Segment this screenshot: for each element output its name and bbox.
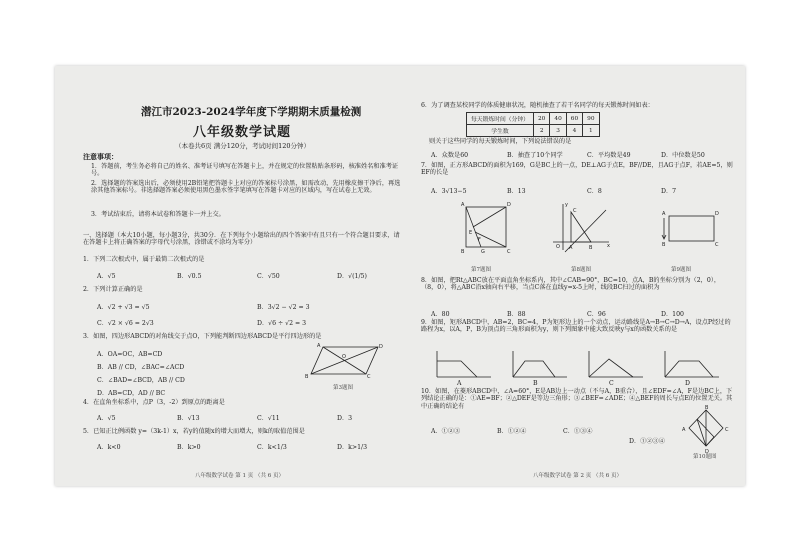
q10-stem: 10．如图，在菱形ABCD中，∠A=60°，E是AB边上一动点（不与A，B重合），且∠EDF=∠A，F是边BC上，下列结论正确的是：①AE=BF；②△DEF是等边三角形；③∠BEF=∠ADE；④△BEF的周长与点E的位置无关。其中正确的结论有 — [421, 388, 733, 410]
q1-opt-c: C．√50 — [257, 273, 280, 280]
q6-table — [466, 112, 600, 137]
q6-opt-d: D．中位数是50 — [661, 152, 705, 159]
q7-opt-a: A．3√13−5 — [431, 188, 467, 195]
table-row — [467, 125, 600, 137]
q8-coordinate-figure — [551, 202, 611, 256]
page-2 — [421, 66, 736, 486]
q4-stem: 4．在直角坐标系中，点P（3，-2）到原点的距离是 — [83, 399, 225, 406]
table-cell: 20 — [533, 113, 549, 125]
table-cell: 每天锻炼时间（分钟） — [467, 113, 534, 125]
q9-opt-b: B — [533, 380, 538, 387]
table-cell: 90 — [583, 113, 599, 125]
note-2: 2．选择题的答案选出后，必须使用2B铅笔把答题卡上对应的答案标号涂黑，如需改动，先用橡皮擦干净后，再选涂其他答案标号。非选择题答案必须使用黑色墨水签字笔填写在答题卡对应的区域内，写在试卷上无效。 — [91, 180, 401, 195]
q7-stem: 7．如图，正方形ABCD的面积为169，G是BC上的一点，DE⊥AG于点E，BF//DE，且AG于点F，若AE=5，则EF的长是 — [421, 162, 733, 177]
q3-fig-caption: 第3题图 — [333, 385, 353, 391]
note-3: 3．考试结束后，请将本试卷和答题卡一并上交。 — [91, 211, 225, 218]
table-cell: 4 — [566, 125, 582, 137]
exam-info: （本卷共6页 满分120分，考试时间120分钟） — [175, 142, 311, 150]
q4-opt-d: D．3 — [337, 415, 353, 422]
q8-opt-a: A．80 — [431, 311, 450, 318]
q3-stem: 3．如图，四边形ABCD的对角线交于点O，下列能判断四边形ABCD是平行四边形的是 — [83, 333, 322, 340]
svg-text:A: A — [662, 211, 666, 217]
svg-text:D: D — [715, 211, 719, 217]
q9-stem: 9．如图，矩形ABCD中，AB=2，BC=4，P为矩形边上的一个动点，运动路线是A→B→C→D→A，设点P经过的路程为x，以A，P，B为顶点的三角形面积为y，则下列图象中能大致反映y与x的函数关系的是 — [421, 319, 731, 334]
svg-text:C: C — [507, 249, 511, 255]
exam-title: 潜江市2023-2024学年度下学期期末质量检测 — [141, 106, 362, 118]
svg-text:C: C — [367, 374, 371, 380]
q9-opt-d: D — [685, 380, 690, 387]
q1-opt-a: A．√5 — [97, 273, 116, 280]
svg-text:D: D — [379, 344, 383, 350]
q3-opt-c: C．∠BAD=∠BCD，AB // CD — [97, 377, 185, 384]
exam-subtitle: 八年级数学试题 — [193, 125, 292, 140]
exam-paper — [55, 66, 745, 486]
svg-text:A: A — [569, 245, 573, 251]
q5-opt-b: B．k>0 — [177, 444, 201, 451]
q10-opt-c: C．①③④ — [563, 428, 593, 435]
q2-stem: 2．下列计算正确的是 — [83, 286, 143, 293]
svg-text:O: O — [342, 354, 346, 360]
q2-opt-c: C．√2 × √6 = 2√3 — [97, 320, 154, 327]
svg-text:D: D — [507, 202, 511, 208]
q9-graph-d — [665, 351, 719, 377]
svg-text:B: B — [461, 249, 465, 255]
q8-opt-c: C．96 — [587, 311, 606, 318]
svg-text:B: B — [662, 242, 666, 248]
table-row — [467, 113, 600, 125]
q7-fig-caption: 第7题图 — [471, 267, 491, 273]
svg-text:A: A — [682, 427, 686, 433]
q9-fig-caption: 第9题图 — [671, 267, 691, 273]
svg-text:B: B — [589, 245, 593, 251]
note-1: 1．答题前，考生务必将自己的姓名、准考证号填写在答题卡上，并在规定的位置粘贴条形码，核准姓名和准考证号。 — [91, 163, 399, 178]
page-1 — [83, 66, 405, 486]
q3-opt-a: A．OA=OC，AB=CD — [97, 351, 163, 358]
q7-square-figure — [461, 202, 511, 254]
q6-after: 则关于这些同学的每天锻炼时间，下列说法错误的是 — [429, 138, 572, 145]
q7-opt-c: C．8 — [587, 188, 602, 195]
q1-stem: 1．下列二次根式中，属于最简二次根式的是 — [83, 256, 205, 263]
notes-heading: 注意事项： — [83, 152, 118, 161]
q6-opt-b: B．抽查了10个同学 — [507, 152, 563, 159]
table-cell: 1 — [583, 125, 599, 137]
q1-opt-d: D．√(1/5) — [337, 273, 367, 280]
q4-opt-b: B．√13 — [177, 415, 200, 422]
svg-text:x: x — [607, 243, 610, 249]
q7-opt-b: B．13 — [507, 188, 526, 195]
svg-text:C: C — [573, 208, 577, 214]
page-2-footer: 八年级数学试卷 第 2 页 （共 6 页） — [533, 473, 622, 479]
q3-parallelogram-figure — [305, 343, 383, 380]
q9-graph-c — [589, 351, 643, 377]
q6-opt-a: A．众数是60 — [431, 152, 469, 159]
q5-stem: 5．已知正比例函数 y=（3k-1）x，若y的值随x的增大而增大，则k的取值范围是 — [83, 428, 305, 435]
svg-text:G: G — [481, 249, 485, 255]
q2-opt-d: D．√6 ÷ √2 = 3 — [257, 320, 307, 327]
q1-opt-b: B．√0.5 — [177, 273, 202, 280]
q2-opt-b: B．3√2 − √2 = 3 — [257, 304, 310, 311]
q8-fig-caption: 第8题图 — [571, 267, 591, 273]
svg-text:C: C — [725, 427, 729, 433]
svg-text:B: B — [305, 374, 309, 380]
q5-opt-d: D．k>1/3 — [337, 444, 368, 451]
q9-opt-a: A — [457, 380, 462, 387]
q8-stem: 8．如图，把Rt△ABC放在平面直角坐标系内，其中∠CAB=90°，BC=10，点A，B的坐标分别为（2，0），（8，0），将△ABC沿x轴向右平移，当点C落在直线y=x-5上时，线段BC扫过的面积为 — [421, 277, 721, 292]
svg-text:F: F — [478, 237, 481, 243]
table-cell: 3 — [550, 125, 566, 137]
q5-opt-a: A．k<0 — [97, 444, 121, 451]
table-cell: 40 — [550, 113, 566, 125]
q10-opt-b: B．①②④ — [497, 428, 527, 435]
q5-opt-c: C．k<1/3 — [257, 444, 287, 451]
q3-opt-d: D．AB=CD，AD // BC — [97, 390, 166, 397]
table-cell: 2 — [533, 125, 549, 137]
q9-rectangle-figure — [661, 210, 723, 246]
q10-opt-a: A．①②③ — [431, 428, 461, 435]
q10-opt-d: D．①②③④ — [629, 438, 665, 445]
q10-rhombus-figure — [681, 405, 731, 455]
q10-fig-caption: 第10题图 — [693, 454, 717, 460]
q9-graph-options — [433, 349, 733, 381]
svg-text:B: B — [705, 405, 709, 411]
table-cell: 60 — [566, 113, 582, 125]
svg-text:A: A — [317, 343, 321, 349]
svg-text:E: E — [469, 230, 473, 236]
svg-text:D: D — [705, 449, 709, 455]
svg-text:A: A — [461, 202, 465, 208]
table-cell: 学生数 — [467, 125, 534, 137]
q3-opt-b: B．AB // CD，∠BAC=∠ACD — [97, 364, 185, 371]
svg-text:C: C — [715, 242, 719, 248]
q9-opt-c: C — [609, 380, 614, 387]
section1-heading: 一、选择题（本大10小题，每小题3分，共30分．在下列每个小题给出的四个答案中有且只有一个符合题目要求，请在答题卡上将正确答案的字母代号涂黑，涂错或不涂均为零分） — [83, 232, 400, 247]
q8-opt-d: D．100 — [661, 311, 684, 318]
q8-opt-b: B．88 — [507, 311, 526, 318]
q4-opt-c: C．√11 — [257, 415, 280, 422]
q6-stem: 6．为了调查某校同学的体质健康状况，随机抽查了若干名同学的每天锻炼时间如表： — [421, 102, 654, 109]
svg-text:O: O — [556, 244, 560, 250]
q2-opt-a: A．√2 + √3 = √5 — [97, 304, 150, 311]
q6-opt-c: C．平均数是49 — [587, 152, 631, 159]
q7-opt-d: D．7 — [661, 188, 677, 195]
page-1-footer: 八年级数学试卷 第 1 页 （共 6 页） — [195, 473, 284, 479]
svg-text:y: y — [565, 202, 568, 208]
q9-graph-b — [513, 351, 567, 377]
q4-opt-a: A．√5 — [97, 415, 116, 422]
q9-graph-a — [437, 351, 491, 377]
